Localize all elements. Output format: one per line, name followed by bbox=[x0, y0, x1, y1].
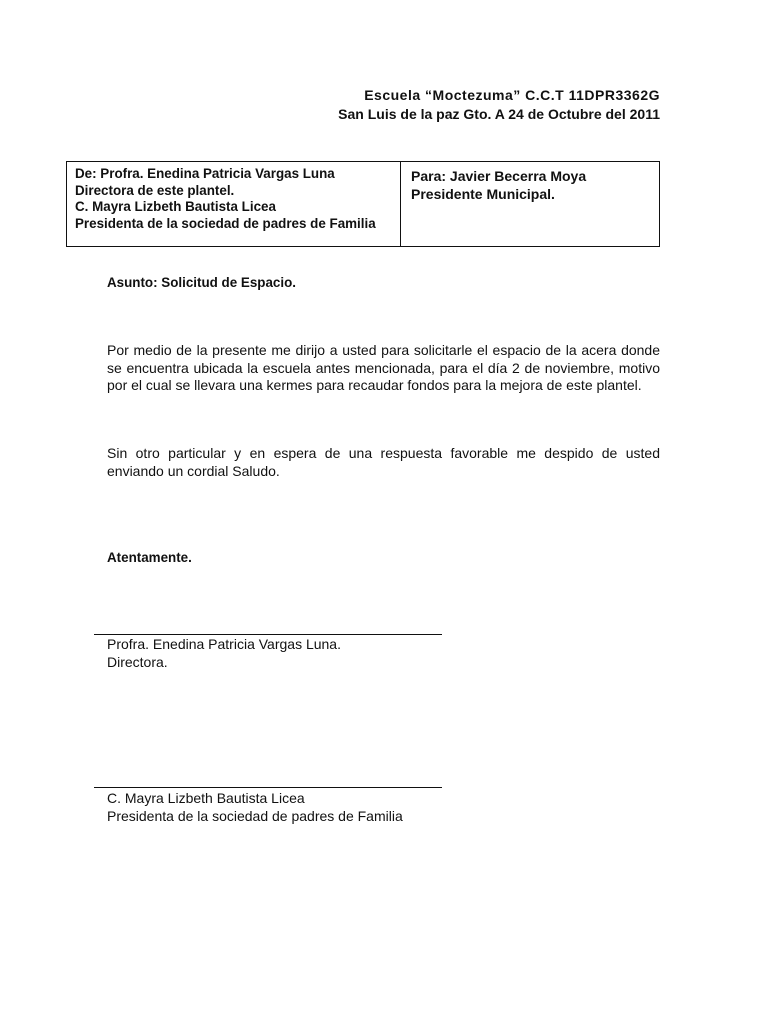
signature-block-1 bbox=[107, 636, 341, 671]
body-paragraph-1: Por medio de la presente me dirijo a usted para solicitarle el espacio de la acera donde se encuentra ubicada la escuela antes mencionada, para el día 2 de noviembre, motivo por el cual se llevara una kermes para recaudar fondos para la mejora de este plantel. bbox=[107, 342, 660, 393]
closing-line: Atentamente. bbox=[107, 550, 192, 565]
signature-role: Directora. bbox=[107, 653, 168, 670]
signature-name: C. Mayra Lizbeth Bautista Licea bbox=[107, 790, 305, 806]
school-line: Escuela “Moctezuma” C.C.T 11DPR3362G bbox=[364, 87, 660, 103]
signature-block-2 bbox=[107, 790, 403, 825]
from-line: De: Profra. Enedina Patricia Vargas Luna bbox=[75, 166, 335, 181]
from-cell bbox=[67, 162, 401, 246]
to-line: Para: Javier Becerra Moya bbox=[411, 168, 587, 184]
to-cell bbox=[401, 162, 659, 246]
from-line: Presidenta de la sociedad de padres de Familia bbox=[75, 215, 376, 231]
body-paragraph-2: Sin otro particular y en espera de una respuesta favorable me despido de usted enviando un cordial Saludo. bbox=[107, 445, 660, 479]
signature-line bbox=[94, 634, 442, 635]
from-line: Directora de este plantel. bbox=[75, 182, 235, 198]
letter-header bbox=[338, 86, 660, 124]
signature-name: Profra. Enedina Patricia Vargas Luna. bbox=[107, 636, 341, 652]
signature-role: Presidenta de la sociedad de padres de Familia bbox=[107, 807, 403, 824]
addressee-table bbox=[66, 161, 660, 247]
signature-line bbox=[94, 787, 442, 788]
to-line: Presidente Municipal. bbox=[411, 186, 555, 202]
subject-line: Asunto: Solicitud de Espacio. bbox=[107, 275, 296, 290]
from-line: C. Mayra Lizbeth Bautista Licea bbox=[75, 199, 276, 214]
place-date-line: San Luis de la paz Gto. A 24 de Octubre del 2011 bbox=[338, 106, 660, 122]
